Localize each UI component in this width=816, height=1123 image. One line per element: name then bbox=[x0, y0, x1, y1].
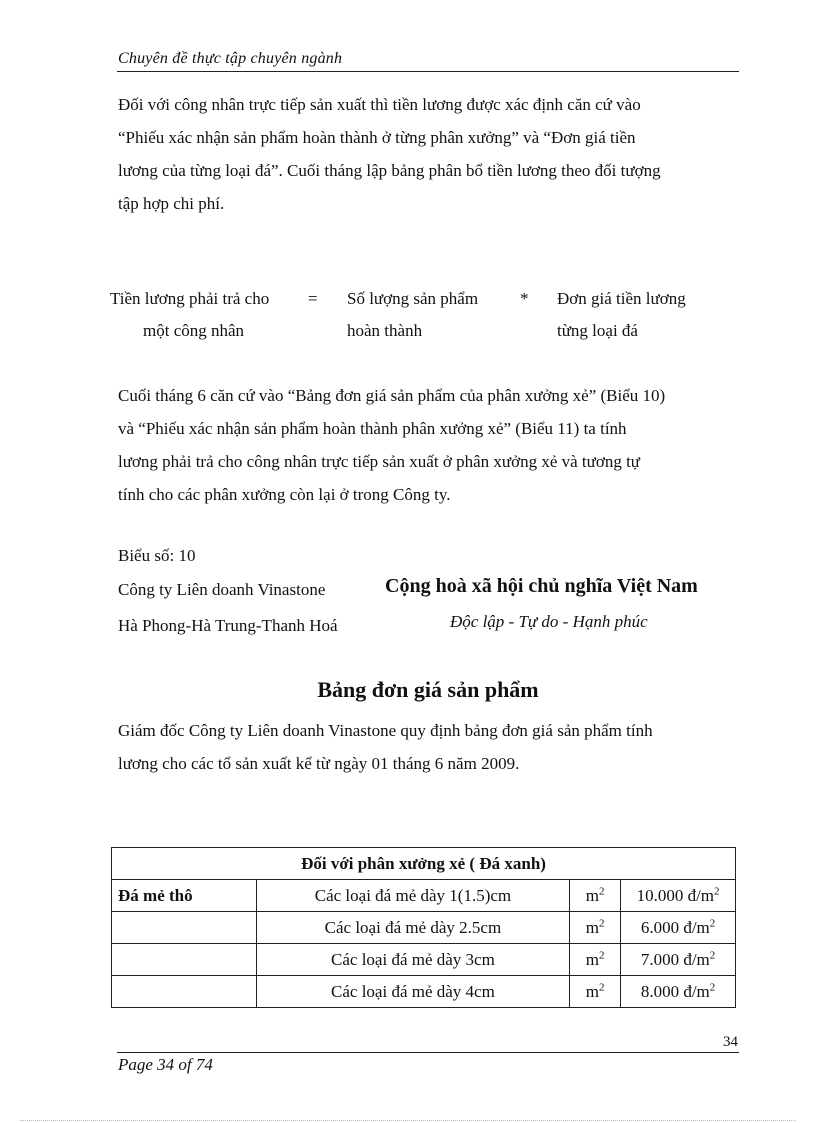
group-cell: Đá mẻ thô bbox=[112, 880, 257, 912]
table-row bbox=[112, 912, 736, 944]
header-divider bbox=[117, 71, 739, 72]
unit-text: m bbox=[585, 885, 599, 905]
item-cell: Các loại đá mẻ dày 1(1.5)cm bbox=[256, 880, 569, 912]
unit-cell bbox=[570, 976, 621, 1008]
table-header: Đối với phân xưởng xẻ ( Đá xanh) bbox=[112, 848, 736, 880]
price-exponent: 2 bbox=[709, 980, 716, 993]
group-cell bbox=[112, 976, 257, 1008]
paragraph-line: tập hợp chi phí. bbox=[118, 194, 225, 213]
unit-cell bbox=[570, 944, 621, 976]
paragraph-june-calculation bbox=[118, 379, 738, 511]
unit-text: m bbox=[585, 917, 599, 937]
item-cell: Các loại đá mẻ dày 2.5cm bbox=[256, 912, 569, 944]
formula-right-line2: từng loại đá bbox=[557, 321, 638, 340]
formula-times: * bbox=[520, 289, 529, 308]
unit-cell bbox=[570, 880, 621, 912]
unit-text: m bbox=[585, 981, 599, 1001]
paragraph-line: lương phải trả cho công nhân trực tiếp sản xuất ở phân xưởng xẻ và tương tự bbox=[118, 452, 641, 471]
unit-exponent: 2 bbox=[599, 948, 605, 961]
table-row bbox=[112, 944, 736, 976]
paragraph-line: lương của từng loại đá”. Cuối tháng lập bảng phân bổ tiền lương theo đối tượng bbox=[118, 161, 661, 180]
paragraph-line: lương cho các tổ sản xuất kể từ ngày 01 tháng 6 năm 2009. bbox=[118, 754, 520, 773]
table-row bbox=[112, 976, 736, 1008]
unit-text: m bbox=[585, 949, 599, 969]
paragraph-director-decision bbox=[118, 714, 738, 780]
group-cell bbox=[112, 912, 257, 944]
running-header: Chuyên đề thực tập chuyên ngành bbox=[118, 50, 343, 67]
price-table bbox=[111, 847, 736, 1008]
price-text: 7.000 đ/m bbox=[640, 949, 710, 969]
paragraph-line: Giám đốc Công ty Liên doanh Vinastone quy định bảng đơn giá sản phẩm tính bbox=[118, 721, 653, 740]
document-title: Bảng đơn giá sản phẩm bbox=[317, 677, 539, 702]
price-exponent: 2 bbox=[709, 916, 716, 929]
formula-equals: = bbox=[308, 289, 318, 308]
table-header-row bbox=[112, 848, 736, 880]
price-exponent: 2 bbox=[714, 884, 720, 897]
formula-middle-line1: Số lượng sản phẩm bbox=[347, 289, 479, 308]
price-exponent: 2 bbox=[709, 948, 716, 961]
paragraph-line: Đối với công nhân trực tiếp sản xuất thì tiền lương được xác định căn cứ vào bbox=[118, 95, 641, 114]
nation-title: Cộng hoà xã hội chủ nghĩa Việt Nam bbox=[385, 575, 698, 597]
page-footer: Page 34 of 74 bbox=[118, 1055, 213, 1074]
price-cell bbox=[621, 944, 736, 976]
price-cell bbox=[621, 976, 736, 1008]
price-cell bbox=[621, 912, 736, 944]
company-address: Hà Phong-Hà Trung-Thanh Hoá bbox=[118, 616, 338, 635]
price-text: 8.000 đ/m bbox=[640, 981, 710, 1001]
paragraph-line: tính cho các phân xưởng còn lại ở trong Công ty. bbox=[118, 485, 451, 504]
page-edge-divider bbox=[20, 1120, 796, 1121]
formula-left-line2: một công nhân bbox=[143, 321, 245, 340]
national-motto: Độc lập - Tự do - Hạnh phúc bbox=[450, 612, 648, 631]
page-number: 34 bbox=[723, 1034, 738, 1050]
paragraph-line: “Phiếu xác nhận sản phẩm hoàn thành ở từng phân xưởng” và “Đơn giá tiền bbox=[118, 128, 636, 147]
item-cell: Các loại đá mẻ dày 3cm bbox=[256, 944, 569, 976]
paragraph-wage-basis bbox=[118, 88, 738, 220]
company-name: Công ty Liên doanh Vinastone bbox=[118, 580, 326, 599]
price-cell bbox=[621, 880, 736, 912]
footer-divider bbox=[117, 1052, 739, 1053]
price-text: 10.000 đ/m bbox=[636, 885, 715, 905]
unit-exponent: 2 bbox=[599, 916, 605, 929]
formula-middle-line2: hoàn thành bbox=[347, 321, 423, 340]
formula-left-line1: Tiền lương phải trả cho bbox=[110, 289, 270, 308]
unit-exponent: 2 bbox=[599, 980, 605, 993]
item-cell: Các loại đá mẻ dày 4cm bbox=[256, 976, 569, 1008]
unit-cell bbox=[570, 912, 621, 944]
form-label: Biểu số: 10 bbox=[118, 546, 196, 565]
paragraph-line: và “Phiếu xác nhận sản phẩm hoàn thành phân xưởng xẻ” (Biểu 11) ta tính bbox=[118, 419, 627, 438]
formula-right-line1: Đơn giá tiền lương bbox=[557, 289, 686, 308]
table-row bbox=[112, 880, 736, 912]
price-text: 6.000 đ/m bbox=[640, 917, 710, 937]
unit-exponent: 2 bbox=[599, 884, 605, 897]
group-cell bbox=[112, 944, 257, 976]
paragraph-line: Cuối tháng 6 căn cứ vào “Bảng đơn giá sản phẩm của phân xưởng xẻ” (Biểu 10) bbox=[118, 386, 666, 405]
